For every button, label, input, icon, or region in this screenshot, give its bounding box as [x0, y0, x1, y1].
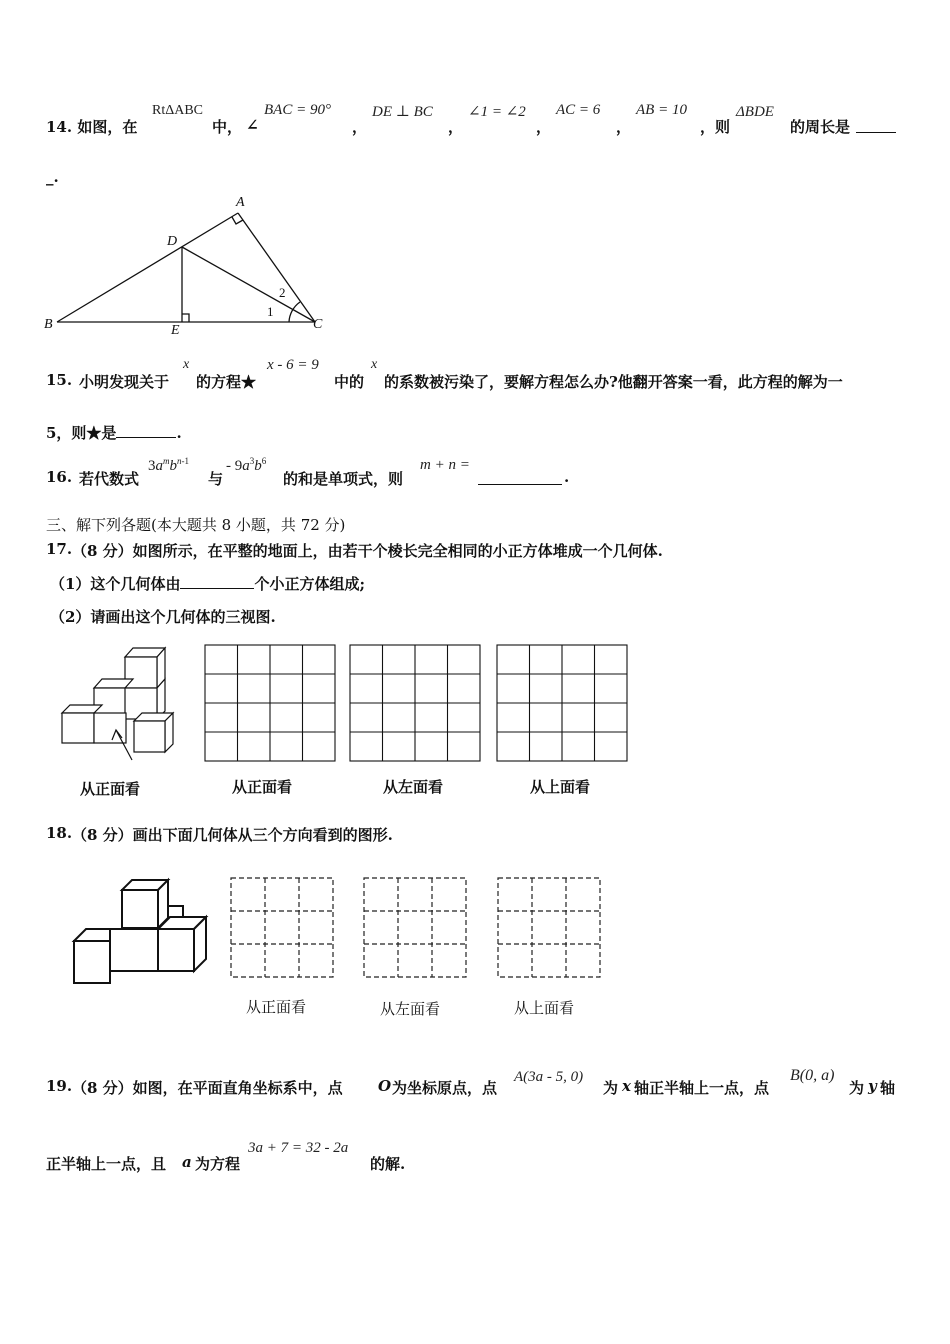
q18-caption-front: 从正面看 — [246, 998, 307, 1016]
q16-number: 16. — [46, 468, 73, 486]
q17-part-2: （2）请画出这个几何体的三视图. — [50, 608, 276, 626]
q19-point-a: A(3a - 5, 0) — [514, 1069, 584, 1085]
q14-number: 14. — [46, 118, 73, 136]
q16-text-1: 若代数式 — [79, 470, 140, 488]
q14-continuation: _. — [46, 168, 59, 186]
q14-comma-1: ， — [352, 118, 368, 136]
q15-text-1: 小明发现关于 — [79, 373, 170, 391]
q15-end: . — [176, 424, 182, 442]
q18-caption-left: 从左面看 — [380, 1000, 441, 1018]
q14-text-3: ，则 — [700, 118, 731, 136]
q16-end: . — [564, 468, 570, 486]
label-a: A — [236, 195, 245, 210]
label-angle-2: 2 — [279, 285, 286, 300]
label-angle-1: 1 — [267, 304, 274, 319]
q14-de-perp-bc: DE ⊥ BC — [372, 104, 433, 120]
label-b: B — [44, 317, 53, 332]
q19-equation: 3a + 7 = 32 - 2a — [248, 1140, 349, 1156]
q15-number: 15. — [46, 371, 73, 389]
q15-text-2: 的方程★ — [196, 373, 257, 391]
q15-x-1: x — [183, 357, 190, 372]
q14-comma-4: ， — [616, 118, 632, 136]
q14-angle-symbol: ∠ — [246, 116, 259, 134]
q18-grid-top-frame — [498, 878, 600, 977]
q14-ac: AC = 6 — [556, 102, 601, 118]
q17-caption-figure: 从正面看 — [80, 780, 141, 798]
q19-o: O — [378, 1077, 392, 1095]
q19-text-5: 为 — [849, 1079, 865, 1097]
q14-text-2: 中， — [212, 118, 243, 136]
label-c: C — [313, 317, 323, 332]
q16-expr-1: $3a^mb^{n-1}$ — [148, 456, 189, 474]
q15-x-2: x — [371, 357, 378, 372]
q15-equation: x - 6 = 9 — [267, 357, 319, 373]
q14-rt-triangle: RtΔABC — [152, 103, 204, 118]
q16-expr-3: m + n = — [420, 457, 470, 473]
q17-caption-left: 从左面看 — [383, 778, 444, 796]
q19-line-2b: 为方程 — [195, 1155, 241, 1173]
q16-expr-2: - $9a^3b^6$ — [226, 456, 267, 474]
q17-caption-front: 从正面看 — [232, 778, 293, 796]
q19-line-2c: 的解. — [370, 1155, 406, 1173]
q18-text: （8 分）画出下面几何体从三个方向看到的图形. — [72, 826, 393, 844]
q14-comma-2: ， — [448, 118, 464, 136]
q18-grid-left-frame — [364, 878, 466, 977]
q17-part-1-a: （1）这个几何体由 — [50, 575, 181, 593]
q18-grid-front-frame — [231, 878, 333, 977]
q16-text-2: 与 — [208, 470, 224, 488]
q19-text-4: 轴正半轴上一点，点 — [634, 1079, 770, 1097]
q19-text-3: 为 — [603, 1079, 619, 1097]
q19-x: x — [622, 1077, 631, 1095]
q19-text-2: 为坐标原点，点 — [392, 1079, 498, 1097]
q16-text-3: 的和是单项式，则 — [283, 470, 404, 488]
q15-line-2-text: 5，则★是 — [46, 424, 117, 442]
q14-bac: BAC = 90° — [264, 102, 331, 118]
q15-text-4: 的系数被污染了，要解方程怎么办?他翻开答案一看，此方程的解为一 — [384, 373, 843, 391]
q19-y: y — [868, 1077, 877, 1095]
q14-comma-3: ， — [536, 118, 552, 136]
q17-text: （8 分）如图所示，在平整的地面上，由若干个棱长完全相同的小正方体堆成一个几何体. — [72, 542, 663, 560]
q18-number: 18. — [46, 824, 73, 842]
q15-text-3: 中的 — [334, 373, 365, 391]
label-e: E — [171, 323, 180, 338]
q19-number: 19. — [46, 1077, 73, 1095]
q19-text-1: （8 分）如图，在平面直角坐标系中，点 — [72, 1079, 343, 1097]
q17-caption-top: 从上面看 — [530, 778, 591, 796]
q19-line-2a: 正半轴上一点，且 — [46, 1155, 167, 1173]
section-3-title: 三、解下列各题(本大题共 8 小题，共 72 分) — [46, 516, 346, 534]
q14-ab: AB = 10 — [636, 102, 687, 118]
q17-part-1-b: 个小正方体组成; — [254, 575, 365, 593]
q14-text-4: 的周长是 — [790, 118, 851, 136]
q14-text-1: 如图，在 — [77, 118, 138, 136]
q19-point-b: B(0, a) — [790, 1067, 835, 1084]
q17-number: 17. — [46, 540, 73, 558]
q19-text-6: 轴 — [880, 1079, 896, 1097]
q19-a: a — [182, 1153, 192, 1171]
label-d: D — [167, 234, 178, 249]
q18-caption-top: 从上面看 — [514, 999, 575, 1017]
q14-angle-equal: ∠1 = ∠2 — [468, 104, 526, 120]
q14-bde: ΔBDE — [736, 104, 774, 120]
